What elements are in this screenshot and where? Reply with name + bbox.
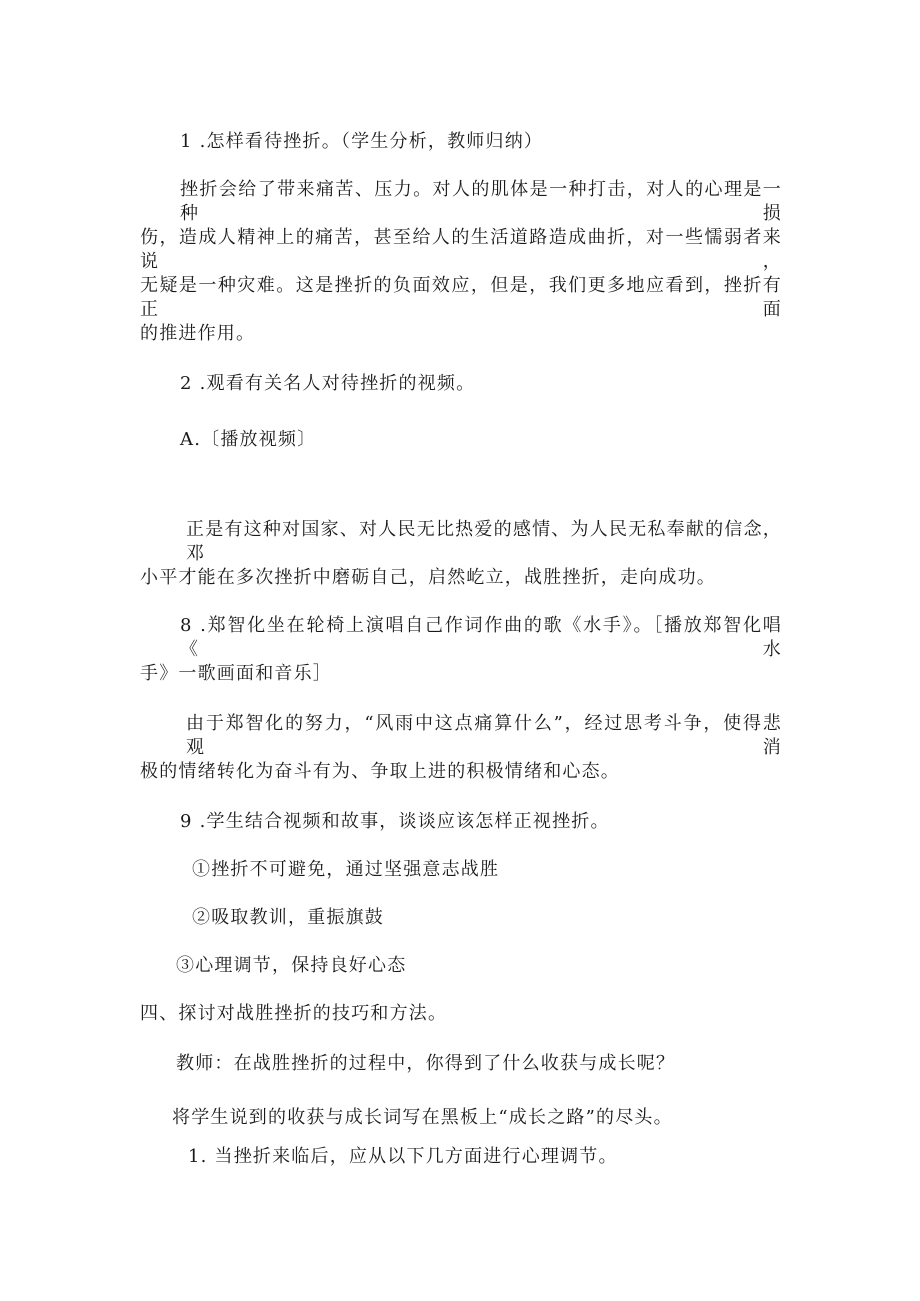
section-4-heading: 四、探讨对战胜挫折的技巧和方法。	[140, 1003, 448, 1024]
item-8-line-1: 8 .郑智化坐在轮椅上演唱自己作词作曲的歌《水手》。［播放郑智化唱《水	[180, 615, 782, 660]
point-2: ②吸取教训，重振旗鼓	[192, 907, 384, 928]
teacher-question: 教师：在战胜挫折的过程中，你得到了什么收获与成长呢？	[176, 1053, 676, 1074]
item-1-body-line-3: 无疑是一种灾难。这是挫折的负面效应，但是，我们更多地应看到，挫折有正面	[140, 275, 782, 320]
item-1-body-line-1: 挫折会给了带来痛苦、压力。对人的肌体是一种打击，对人的心理是一种损	[180, 179, 782, 224]
item-9-title: 9 .学生结合视频和故事，谈谈应该怎样正视挫折。	[180, 811, 610, 832]
item-1-body-line-2: 伤，造成人精神上的痛苦，甚至给人的生活道路造成曲折，对一些懦弱者来说，	[140, 227, 782, 272]
zheng-body-line-2: 极的情绪转化为奋斗有为、争取上进的积极情绪和心态。	[140, 761, 620, 782]
deng-body-line-2: 小平才能在多次挫折中磨砺自己，启然屹立，战胜挫折，走向成功。	[140, 567, 716, 588]
deng-body-line-1: 正是有这种对国家、对人民无比热爱的感情、为人民无私奉献的信念，邓	[186, 519, 782, 564]
item-1-title: 1 .怎样看待挫折。（学生分析，教师归纳）	[180, 131, 544, 152]
point-3: ③心理调节，保持良好心态	[176, 955, 407, 976]
sub-item-1: 1. 当挫折来临后，应从以下几方面进行心理调节。	[188, 1146, 618, 1167]
item-2-play-video: A.〔播放视频〕	[180, 429, 317, 450]
item-8-line-2: 手》一歌画面和音乐］	[140, 663, 332, 684]
blackboard-note: 将学生说到的收获与成长词写在黑板上“成长之路”的尽头。	[172, 1107, 673, 1128]
zheng-body-line-1: 由于郑智化的努力，“风雨中这点痛算什么”，经过思考斗争，使得悲观消	[186, 713, 782, 758]
point-1: ①挫折不可避免，通过坚强意志战胜	[192, 859, 500, 880]
item-2-title: 2 .观看有关名人对待挫折的视频。	[180, 373, 476, 394]
item-1-body-line-4: 的推进作用。	[140, 323, 256, 344]
